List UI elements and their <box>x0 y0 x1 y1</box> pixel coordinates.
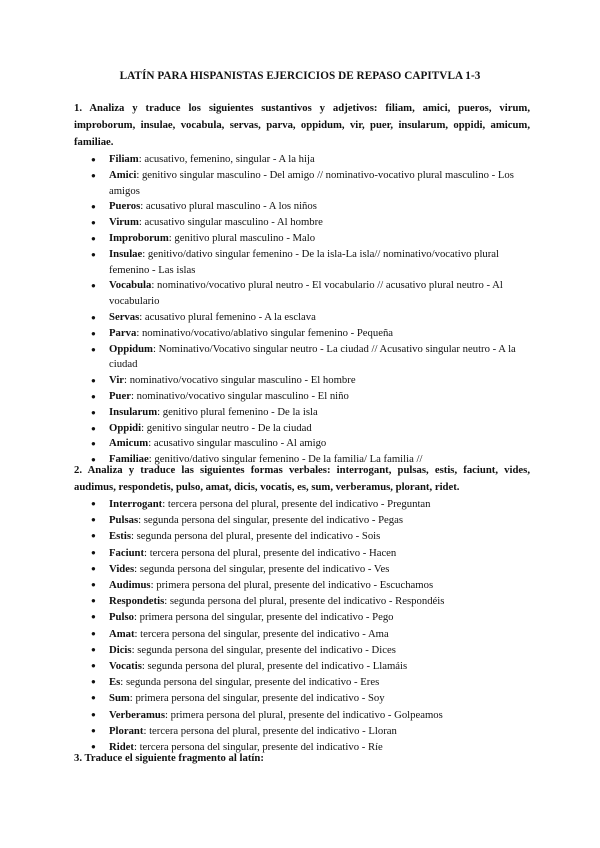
list-item-term: Es <box>109 676 121 689</box>
list-item <box>74 496 530 512</box>
list-item-term: Pulso <box>109 611 134 624</box>
list-item-text: : tercera persona del plural, presente del indicativo - Hacen <box>144 546 397 559</box>
list-item-term: Amat <box>109 627 135 640</box>
list-item-term: Faciunt <box>109 546 145 559</box>
bullet-icon: ● <box>91 233 96 243</box>
list-item <box>74 389 530 405</box>
list-item-text: : acusativo singular masculino - Al hombre <box>138 216 323 229</box>
bullet-icon: ● <box>91 742 96 752</box>
bullet-icon: ● <box>91 249 96 259</box>
list-item-text: : segunda persona del singular, presente del indicativo - Dices <box>131 643 396 656</box>
list-item-text: : tercera persona del plural, presente del indicativo - Lloran <box>143 724 397 737</box>
list-item-text: : segunda persona del plural, presente del indicativo - Sois <box>130 530 381 543</box>
bullet-icon: ● <box>91 328 96 338</box>
bullet-icon: ● <box>91 439 96 449</box>
bullet-icon: ● <box>91 628 96 638</box>
list-item-term: Sum <box>109 692 130 705</box>
list-item <box>74 577 530 593</box>
list-item-text: : primera persona del plural, presente del indicativo - Golpeamos <box>165 708 443 721</box>
list-item <box>74 512 530 528</box>
list-item-term: Vocatis <box>109 660 142 673</box>
exercise-3-heading: 3. Traduce el siguiente fragmento al latín: <box>74 752 264 764</box>
exercise-1 <box>74 100 530 468</box>
list-item-text: : genitivo/dativo singular femenino - De la isla-La isla// nominativo/vocativo plural femenino - Las islas <box>109 247 500 276</box>
list-item-text: : nominativo/vocativo singular masculino - El niño <box>130 389 349 402</box>
exercise-2-list <box>74 496 530 755</box>
list-item-term: Servas <box>109 310 140 323</box>
list-item-term: Oppidum <box>109 342 153 355</box>
bullet-icon: ● <box>91 693 96 703</box>
list-item-term: Plorant <box>109 724 144 737</box>
list-item-text: : acusativo singular masculino - Al amigo <box>148 437 327 450</box>
list-item-text: : tercera persona del singular, presente del indicativo - Ama <box>134 627 389 640</box>
list-item-term: Vocabula <box>109 279 152 292</box>
list-item-term: Ridet <box>109 741 134 754</box>
bullet-icon: ● <box>91 677 96 687</box>
bullet-icon: ● <box>91 281 96 291</box>
list-item-text: : nominativo/vocativo singular masculino - El hombre <box>124 374 356 387</box>
list-item-term: Insulae <box>109 247 143 260</box>
bullet-icon: ● <box>91 423 96 433</box>
list-item <box>74 168 530 200</box>
list-item-term: Amici <box>109 168 137 181</box>
exercise-1-heading: 1. Analiza y traduce los siguientes sustantivos y adjetivos: filiam, amici, pueros, virum, improborum, insulae, vocabula, servas, parva, oppidum, vir, puer, insularum, oppidi, amicum, familiae. <box>74 102 530 148</box>
list-item <box>74 326 530 342</box>
list-item <box>74 642 530 658</box>
bullet-icon: ● <box>91 344 96 354</box>
list-item <box>74 436 530 452</box>
list-item-text: : Nominativo/Vocativo singular neutro - La ciudad // Acusativo singular neutro - A la ciudad <box>109 342 516 371</box>
list-item-term: Parva <box>109 326 137 339</box>
bullet-icon: ● <box>91 612 96 622</box>
exercise-1-list <box>74 152 530 468</box>
list-item <box>74 342 530 374</box>
list-item-term: Estis <box>109 530 131 543</box>
list-item <box>74 626 530 642</box>
bullet-icon: ● <box>91 580 96 590</box>
list-item <box>74 528 530 544</box>
document-title: LATÍN PARA HISPANISTAS EJERCICIOS DE REPASO CAPITVLA 1-3 <box>119 70 481 82</box>
bullet-icon: ● <box>91 709 96 719</box>
bullet-icon: ● <box>91 661 96 671</box>
exercise-2-heading: 2. Analiza y traduce las siguientes formas verbales: interrogant, pulsas, estis, faciunt, vides, audimus, respondetis, pulso, amat, dicis, vocatis, es, sum, verberamus, plorant, ridet. <box>74 464 530 493</box>
list-item-term: Insularum <box>109 405 158 418</box>
list-item <box>74 231 530 247</box>
list-item <box>74 373 530 389</box>
bullet-icon: ● <box>91 547 96 557</box>
list-item-text: : primera persona del singular, presente del indicativo - Soy <box>129 692 385 705</box>
list-item <box>74 690 530 706</box>
list-item <box>74 707 530 723</box>
list-item-term: Audimus <box>109 579 151 592</box>
list-item <box>74 723 530 739</box>
list-item-text: : genitivo/dativo singular femenino - De la familia/ La familia // <box>148 453 423 466</box>
list-item-term: Pueros <box>109 200 141 213</box>
list-item-term: Verberamus <box>109 708 166 721</box>
exercise-2 <box>74 462 530 755</box>
list-item <box>74 658 530 674</box>
list-item-term: Virum <box>109 216 139 229</box>
list-item <box>74 561 530 577</box>
list-item-text: : segunda persona del singular, presente del indicativo - Eres <box>120 676 380 689</box>
list-item-text: : segunda persona del plural, presente del indicativo - Respondéis <box>164 595 445 608</box>
list-item <box>74 152 530 168</box>
list-item-term: Vides <box>109 562 135 575</box>
list-item <box>74 593 530 609</box>
list-item <box>74 545 530 561</box>
bullet-icon: ● <box>91 644 96 654</box>
list-item-text: : acusativo plural femenino - A la esclava <box>139 310 316 323</box>
list-item-text: : nominativo/vocativo/ablativo singular femenino - Pequeña <box>136 326 394 339</box>
bullet-icon: ● <box>91 596 96 606</box>
list-item-term: Pulsas <box>109 514 139 527</box>
list-item-term: Dicis <box>109 643 132 656</box>
list-item-term: Filiam <box>109 153 139 165</box>
bullet-icon: ● <box>91 312 96 322</box>
exercise-3 <box>74 750 530 767</box>
bullet-icon: ● <box>91 170 96 180</box>
bullet-icon: ● <box>91 155 96 164</box>
bullet-icon: ● <box>91 218 96 228</box>
list-item <box>74 609 530 625</box>
list-item <box>74 421 530 437</box>
bullet-icon: ● <box>91 499 96 508</box>
list-item-term: Puer <box>109 389 131 402</box>
bullet-icon: ● <box>91 725 96 735</box>
bullet-icon: ● <box>91 202 96 212</box>
list-item-text: : tercera persona del singular, presente del indicativo - Ríe <box>133 741 383 754</box>
list-item-text: : tercera persona del plural, presente del indicativo - Preguntan <box>162 498 431 510</box>
list-item-text: : segunda persona del plural, presente del indicativo - Llamáis <box>141 660 408 673</box>
list-item-text: : nominativo/vocativo plural neutro - El vocabulario // acusativo plural neutro - Al vocabulario <box>109 279 503 308</box>
list-item <box>74 247 530 279</box>
list-item-text: : segunda persona del singular, presente del indicativo - Ves <box>134 562 390 575</box>
list-item-term: Amicum <box>109 437 149 450</box>
list-item <box>74 278 530 310</box>
list-item-text: : primera persona del singular, presente del indicativo - Pego <box>133 611 394 624</box>
list-item-text: : genitivo singular masculino - Del amigo // nominativo-vocativo plural masculino - Los amigos <box>109 168 514 197</box>
list-item-term: Interrogant <box>109 498 163 510</box>
list-item <box>74 215 530 231</box>
list-item <box>74 310 530 326</box>
list-item-term: Vir <box>109 374 125 387</box>
bullet-icon: ● <box>91 531 96 541</box>
list-item-text: : primera persona del plural, presente del indicativo - Escuchamos <box>150 579 434 592</box>
bullet-icon: ● <box>91 515 96 525</box>
list-item-term: Improborum <box>109 231 169 244</box>
bullet-icon: ● <box>91 563 96 573</box>
list-item-text: : acusativo, femenino, singular - A la hija <box>138 153 315 165</box>
list-item-term: Respondetis <box>109 595 165 608</box>
bullet-icon: ● <box>91 407 96 417</box>
list-item-text: : segunda persona del singular, presente del indicativo - Pegas <box>138 514 404 527</box>
bullet-icon: ● <box>91 391 96 401</box>
list-item-text: : acusativo plural masculino - A los niños <box>140 200 317 213</box>
list-item <box>74 674 530 690</box>
list-item <box>74 199 530 215</box>
list-item-text: : genitivo singular neutro - De la ciudad <box>141 421 312 434</box>
list-item-text: : genitivo plural masculino - Malo <box>168 231 316 244</box>
list-item-term: Oppidi <box>109 421 142 434</box>
list-item-text: : genitivo plural femenino - De la isla <box>157 405 318 418</box>
bullet-icon: ● <box>91 376 96 386</box>
list-item <box>74 405 530 421</box>
bullet-icon: ● <box>91 455 96 465</box>
list-item-term: Familiae <box>109 453 149 466</box>
